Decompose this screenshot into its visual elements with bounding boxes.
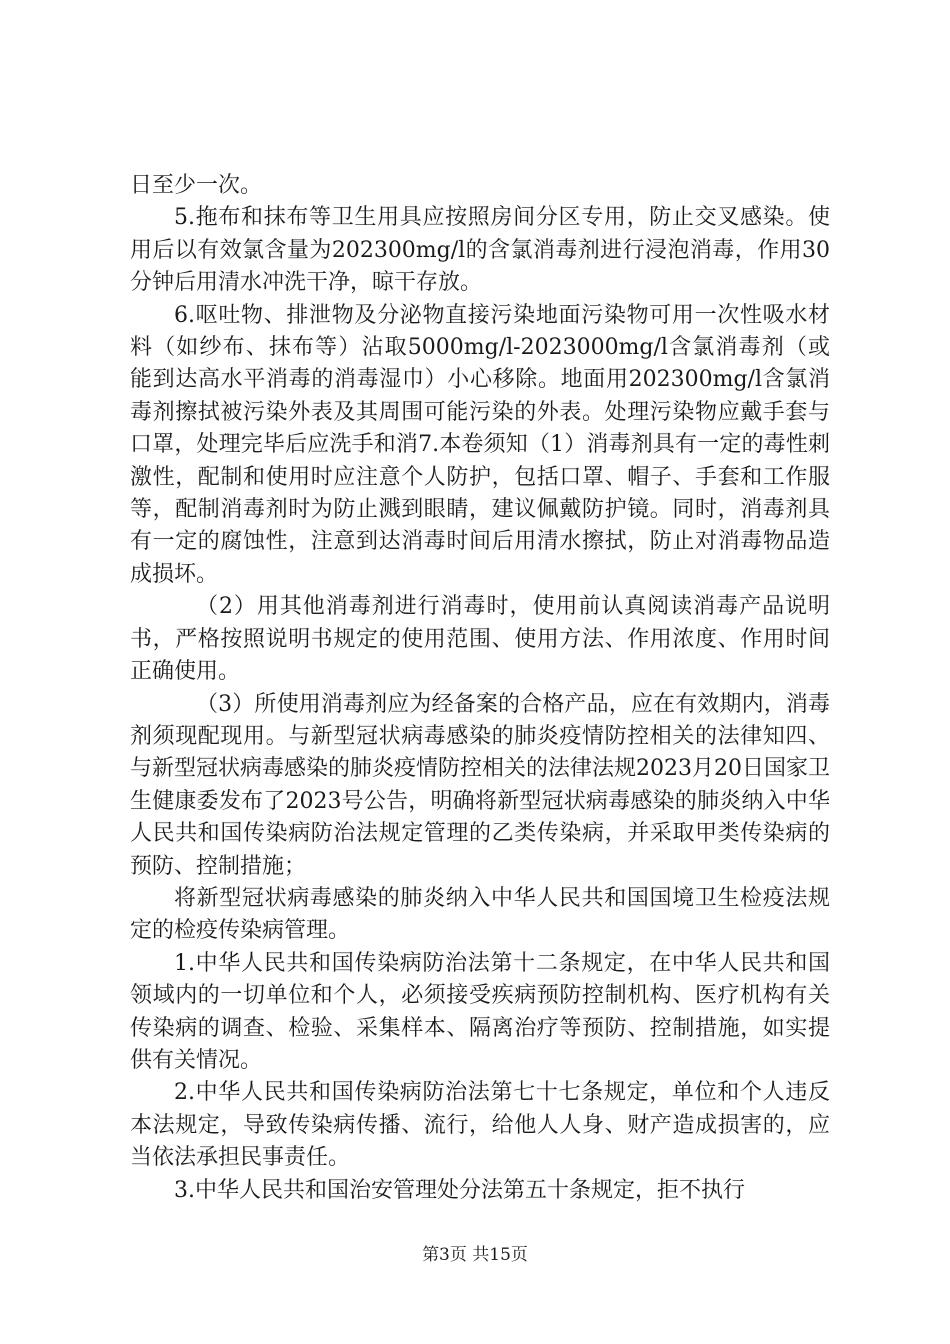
paragraph: （2）用其他消毒剂进行消毒时，使用前认真阅读消毒产品说明书，严格按照说明书规定的使用范围、使用方法、作用浓度、作用时间正确使用。 (130, 594, 830, 685)
paragraph: 5.拖布和抹布等卫生用具应按照房间分区专用，防止交叉感染。使用后以有效氯含量为202300mg/l的含氯消毒剂进行浸泡消毒，作用30分钟后用清水冲洗干净，晾干存放。 (130, 205, 830, 296)
paragraph: 3.中华人民共和国治安管理处分法第五十条规定，拒不执行 (174, 1177, 745, 1203)
page-footer: 第3页 共15页 (422, 1245, 528, 1265)
document-body (130, 170, 830, 1207)
paragraph: 日至少一次。 (130, 173, 263, 198)
paragraph: 2.中华人民共和国传染病防治法第七十七条规定，单位和个人违反本法规定，导致传染病传播、流行，给他人人身、财产造成损害的，应当依法承担民事责任。 (130, 1080, 830, 1171)
paragraph: 6.呕吐物、排泄物及分泌物直接污染地面污染物可用一次性吸水材料（如纱布、抹布等）沾取5000mg/l-2023000mg/l含氯消毒剂（或能到达高水平消毒的消毒湿巾）小心移除。地面用202300mg/l含氯消毒剂擦拭被污染外表及其周围可能污染的外表。处理污染物应戴手套与口罩，处理完毕后应洗手和消7.本卷须知（1）消毒剂具有一定的毒性刺激性，配制和使用时应注意个人防护，包括口罩、帽子、手套和工作服等，配制消毒剂时为防止溅到眼睛，建议佩戴防护镜。同时，消毒剂具有一定的腐蚀性，注意到达消毒时间后用清水擦拭，防止对消毒物品造成损坏。 (130, 302, 830, 587)
paragraph: 将新型冠状病毒感染的肺炎纳入中华人民共和国国境卫生检疫法规定的检疫传染病管理。 (130, 885, 830, 944)
paragraph: 1.中华人民共和国传染病防治法第十二条规定，在中华人民共和国领域内的一切单位和个人，必须接受疾病预防控制机构、医疗机构有关传染病的调查、检验、采集样本、隔离治疗等预防、控制措施，如实提供有关情况。 (130, 950, 830, 1073)
paragraph: （3）所使用消毒剂应为经备案的合格产品，应在有效期内，消毒剂须现配现用。与新型冠状病毒感染的肺炎疫情防控相关的法律知四、与新型冠状病毒感染的肺炎疫情防控相关的法律法规2023月20日国家卫生健康委发布了2023号公告，明确将新型冠状病毒感染的肺炎纳入中华人民共和国传染病防治法规定管理的乙类传染病，并采取甲类传染病的预防、控制措施； (130, 691, 830, 879)
